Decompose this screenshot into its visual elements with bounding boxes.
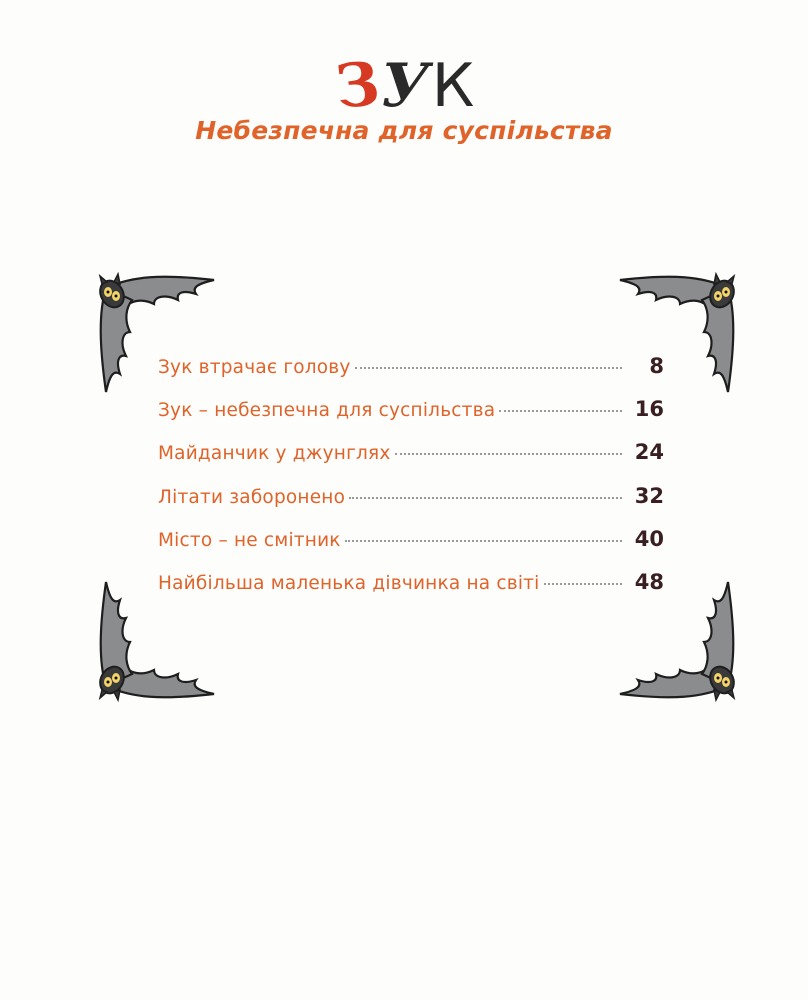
toc-leader-dots	[499, 410, 622, 412]
toc-leader-dots	[345, 540, 622, 542]
table-of-contents	[158, 354, 664, 613]
toc-entry[interactable]	[158, 527, 664, 570]
logo-letter-u: У	[380, 51, 430, 121]
toc-page-number: 16	[634, 397, 664, 422]
toc-entry-title: Місто – не смітник	[158, 529, 341, 551]
logo-letter-k: К	[431, 51, 475, 121]
toc-entry-title: Зук втрачає голову	[158, 357, 351, 378]
toc-leader-dots	[349, 497, 622, 499]
toc-leader-dots	[544, 583, 623, 585]
toc-leader-dots	[355, 367, 622, 369]
toc-leader-dots	[395, 453, 622, 455]
toc-entry-title: Майданчик у джунглях	[158, 443, 391, 465]
toc-entry[interactable]	[158, 484, 664, 527]
toc-page-number: 48	[634, 569, 664, 594]
toc-entry[interactable]	[158, 440, 664, 483]
logo-letter-z: З	[332, 48, 383, 124]
toc-page-number: 24	[634, 440, 664, 465]
toc-entry-title: Зук – небезпечна для суспільства	[158, 400, 496, 422]
toc-page-number: 40	[634, 526, 664, 551]
toc-entry-title: Літати заборонено	[158, 486, 346, 508]
book-subtitle: Небезпечна для суспільства	[195, 116, 613, 145]
toc-entry-title: Найбільша маленька дівчинка на світі	[158, 572, 540, 594]
toc-entry[interactable]	[158, 397, 664, 440]
toc-page-number: 8	[649, 354, 664, 378]
toc-entry[interactable]	[158, 570, 664, 613]
toc-page-number: 32	[634, 483, 664, 508]
book-logo	[330, 46, 480, 124]
toc-entry[interactable]	[158, 354, 664, 397]
